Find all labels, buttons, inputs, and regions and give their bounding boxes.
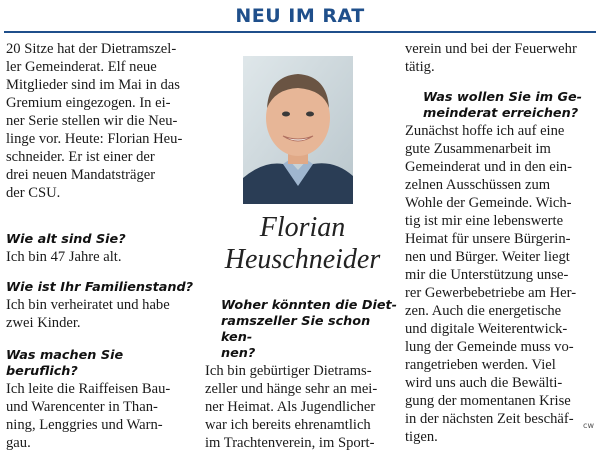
question-known: Woher könnten die Diet- ramszeller Sie schon ken- nen? — [221, 298, 397, 361]
header-rule — [4, 31, 596, 33]
column-3 — [405, 40, 595, 446]
question-job: Was machen Sie beruflich? — [6, 348, 124, 379]
answer-age: Ich bin 47 Jahre alt. — [6, 249, 122, 265]
answer-goals: Zunächst hoffe ich auf eine gute Zusammenarbeit im Gemeinderat und in den ein- zelnen Ausschüssen zum Wohle der Gemeinde. Wich- tig ist mir eine lebenswerte Heimat für unsere Bürgerin- nen und Bürger. Weiter liegt mir die Unterstützung unse- rer Gewerbebetriebe am Her- zen. Auch die energetische und digitale Weiterentwick- lung der Gemeinde muss vo- rangetrieben werden. Viel wird uns auch die Bewälti- gung der momentanen Krise in der nächsten Zeit beschäf- tigen. — [405, 123, 577, 445]
question-age: Wie alt sind Sie? — [6, 232, 126, 247]
person-name: Florian Heuschneider — [224, 212, 381, 275]
photo-credit: cw — [583, 421, 594, 430]
section-title: NEU IM RAT — [235, 5, 365, 27]
question-goals: Was wollen Sie im Ge- meinderat erreichen? — [423, 90, 582, 121]
answer-family: Ich bin verheiratet und habe zwei Kinder. — [6, 297, 170, 331]
answer-known: Ich bin gebürtiger Dietrams- zeller und hänge sehr an mei- ner Heimat. Als Jugendlicher war ich bereits ehrenamtlich im Trachtenverein, im Sport- — [205, 363, 378, 451]
answer-known-continued: verein und bei der Feuerwehr tätig. — [405, 41, 577, 75]
column-2 — [205, 298, 400, 452]
question-family: Wie ist Ihr Familienstand? — [6, 280, 194, 295]
answer-job: Ich leite die Raiffeisen Bau- und Warencenter in Than- ning, Lenggries und Warn- gau. — [6, 381, 171, 451]
intro-paragraph: 20 Sitze hat der Dietramszel- ler Gemeinderat. Elf neue Mitglieder sind im Mai in das Gremium eingezogen. In ei- ner Serie stellen wir die Neu- linge vor. Heute: Florian Heu- schneider. Er ist einer der drei neuen Mandatsträger der CSU. — [6, 41, 183, 201]
column-1 — [6, 40, 196, 452]
section-header — [0, 0, 600, 34]
portrait-photo — [243, 56, 353, 204]
